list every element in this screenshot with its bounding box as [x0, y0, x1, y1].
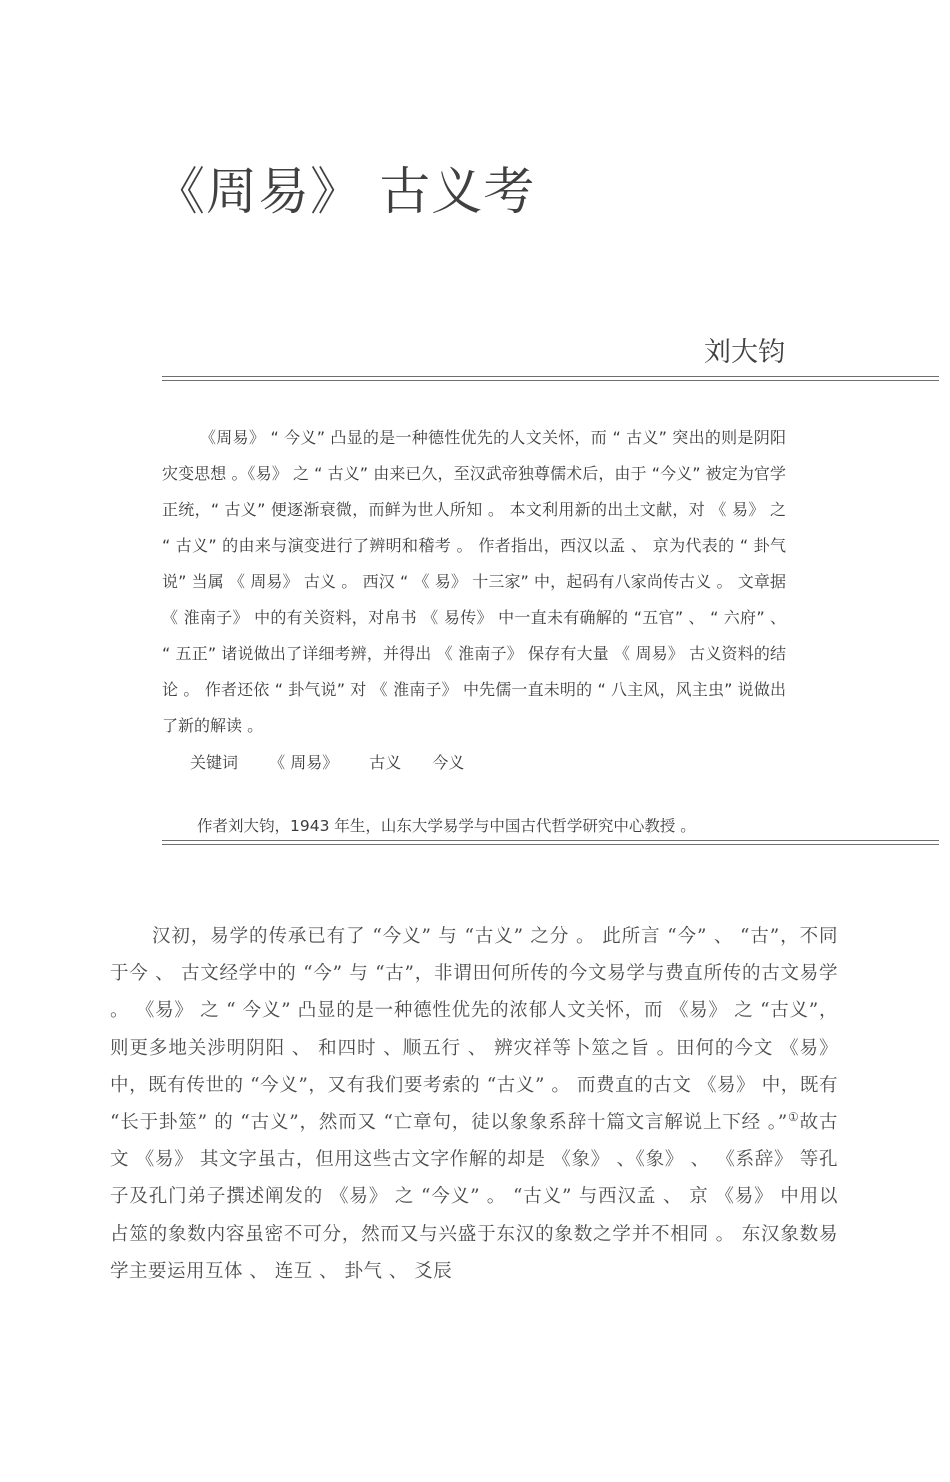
body-text-part-2: 故古文 《易》 其文字虽古，但用这些古文字作解的却是 《象》 、《象》 、 《系辞》 等孔子及孔门弟子撰述阐发的 《易》 之 “今义” 。 “古义” 与西汉孟 、 京 《易》 中用以占筮的象数内容虽密不可分，然而又与兴盛于东汉的象数之学并不相同 。 东汉象数易学主要运用互体 、 连互 、 卦气 、 爻辰 — [110, 1112, 838, 1282]
abstract-rule-top — [162, 840, 939, 841]
keywords-label: 关键词 — [190, 753, 239, 772]
body-text-part-1: 汉初，易学的传承已有了 “今义” 与 “古义” 之分 。 此所言 “今” 、 “古”，不同于今 、 古文经学中的 “今” 与 “古”，非谓田何所传的今文易学与费直所传的古文易学 。 《易》 之 “ 今义” 凸显的是一种德性优先的浓郁人文关怀，而 《易》 之 “古义”，则更多地关涉明阴阳 、 和四时 、顺五行 、 辨灾祥等卜筮之旨 。田何的今文 《易》 中，既有传世的 “今义”，又有我们要考索的 “古义” 。 而费直的古文 《易》 中，既有 “长于卦筮” 的 “古义”，然而又 “亡章句，徒以象象系辞十篇文言解说上下经 。” — [110, 926, 838, 1134]
author-name: 刘大钧 — [704, 337, 785, 368]
header-rule-bottom — [162, 380, 939, 381]
author-note: 作者刘大钧，1943 年生，山东大学易学与中国古代哲学研究中心教授 。 — [197, 817, 696, 835]
header-rule-top — [162, 376, 939, 377]
keyword-3: 今义 — [432, 753, 465, 772]
body-text — [110, 918, 838, 1290]
keywords — [190, 745, 490, 781]
article-title: 《周易》 古义考 — [154, 163, 536, 222]
keyword-1: 《 周易》 — [269, 753, 339, 772]
abstract: 《周易》 “ 今义” 凸显的是一种德性优先的人文关怀，而 “ 古义” 突出的则是阴阳灾变思想 。《易》 之 “ 古义” 由来已久，至汉武帝独尊儒术后，由于 “今义” 被定为官学正统，“ 古义” 便逐渐衰微，而鲜为世人所知 。 本文利用新的出土文献，对 《 易》 之 “ 古义” 的由来与演变进行了辨明和稽考 。 作者指出，西汉以孟 、 京为代表的 “ 卦气说” 当属 《 周易》 古义 。 西汉 “ 《 易》 十三家” 中，起码有八家尚传古义 。 文章据 《 淮南子》 中的有关资料，对帛书 《 易传》 中一直未有确解的 “五官” 、 “ 六府” 、 “ 五正” 诸说做出了详细考辨，并得出 《 淮南子》 保存有大量 《 周易》 古义资料的结论 。 作者还依 “ 卦气说” 对 《 淮南子》 中先儒一直未明的 “ 八主风，风主虫” 说做出了新的解读 。 — [162, 428, 786, 735]
footnote-mark: ① — [787, 1109, 800, 1124]
keyword-2: 古义 — [369, 753, 402, 772]
abstract-rule-bottom — [162, 844, 939, 845]
